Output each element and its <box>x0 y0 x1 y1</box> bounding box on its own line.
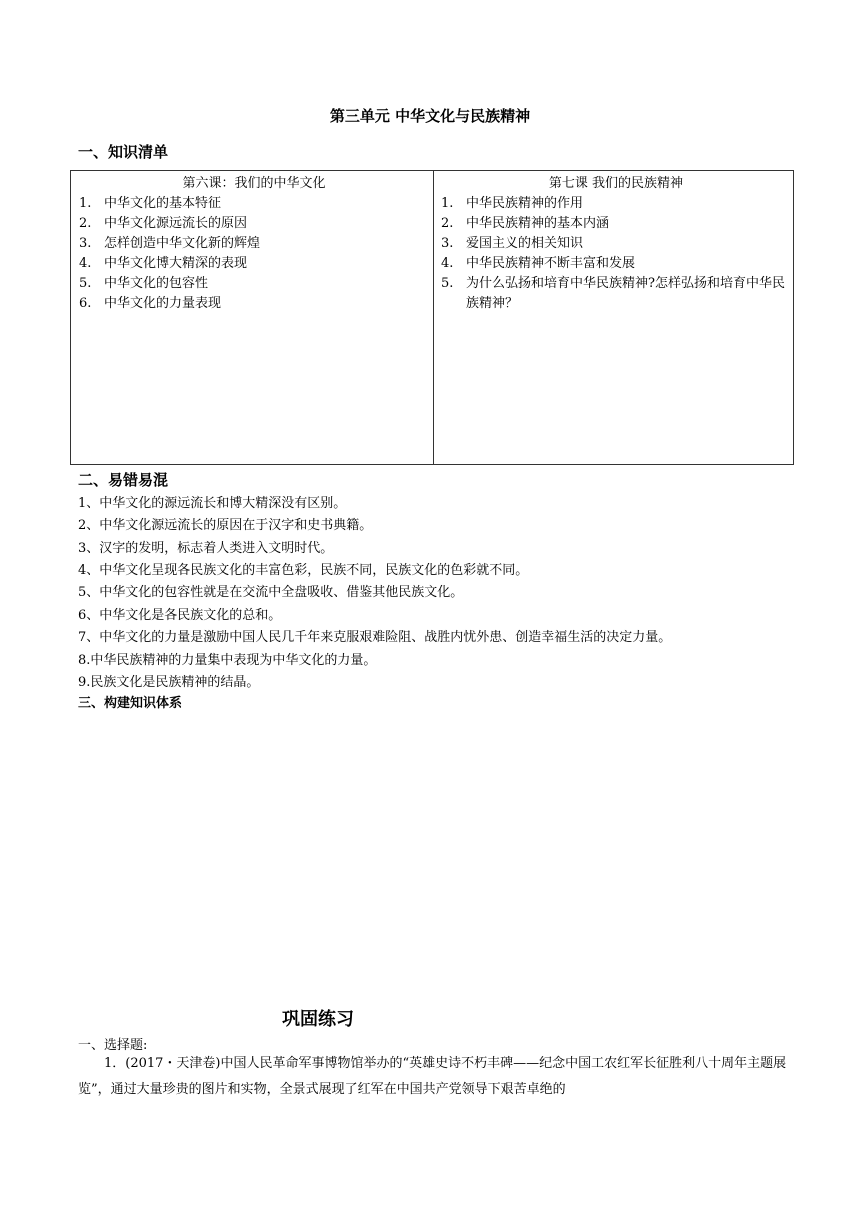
lesson7-column <box>441 174 791 314</box>
mistake-item: 6、中华文化是各民族文化的总和。 <box>78 608 282 623</box>
mistake-item: 7、中华文化的力量是激励中国人民几千年来克服艰难险阻、战胜内忧外患、创造幸福生活的决定力量。 <box>78 630 672 645</box>
table-divider <box>433 171 434 464</box>
mistake-item: 1、中华文化的源远流长和博大精深没有区别。 <box>78 496 347 511</box>
exercise-title: 巩固练习 <box>282 1009 354 1030</box>
mistake-item: 4、中华文化呈现各民族文化的丰富色彩，民族不同，民族文化的色彩就不同。 <box>78 563 529 578</box>
lesson7-header: 第七课 我们的民族精神 <box>548 176 684 191</box>
mistake-item: 5、中华文化的包容性就是在交流中全盘吸收、借鉴其他民族文化。 <box>78 585 464 600</box>
mistake-item: 8.中华民族精神的力量集中表现为中华文化的力量。 <box>78 653 377 668</box>
knowledge-table <box>70 170 794 465</box>
list-item: 2. 中华民族精神的基本内涵 <box>441 216 610 231</box>
list-item: 4. 中华文化博大精深的表现 <box>79 256 248 271</box>
list-item: 5. 为什么弘扬和培育中华民族精神?怎样弘扬和培育中华民族精神？ <box>441 276 785 311</box>
lesson6-header: 第六课：我们的中华文化 <box>182 176 326 191</box>
list-item: 5. 中华文化的包容性 <box>79 276 209 291</box>
mistake-item: 9.民族文化是民族精神的结晶。 <box>78 675 260 690</box>
mistake-item: 3、汉字的发明，标志着人类进入文明时代。 <box>78 541 334 556</box>
section-heading-knowledge-list: 一、知识清单 <box>78 143 169 161</box>
list-item: 3. 怎样创造中华文化新的辉煌 <box>79 236 261 251</box>
section-heading-build-system: 三、构建知识体系 <box>78 696 183 711</box>
list-item: 4. 中华民族精神不断丰富和发展 <box>441 256 636 271</box>
mistake-item: 2、中华文化源远流长的原因在于汉字和史书典籍。 <box>78 518 373 533</box>
question-1: 1．(2017・天津卷)中国人民革命军事博物馆举办的“英雄史诗不朽丰碑——纪念中国工农红军长征胜利八十周年主题展览”，通过大量珍贵的图片和实物，全景式展现了红军在中国共产党领导下艰苦卓绝的 <box>78 1056 787 1097</box>
page-title: 第三单元 中华文化与民族精神 <box>329 107 531 125</box>
list-item: 2. 中华文化源远流长的原因 <box>79 216 248 231</box>
list-item: 6. 中华文化的力量表现 <box>79 296 222 311</box>
list-item: 3. 爱国主义的相关知识 <box>441 236 584 251</box>
exercise-subheading: 一、选择题: <box>78 1038 148 1053</box>
lesson6-column <box>79 174 429 314</box>
section-heading-mistakes: 二、易错易混 <box>78 471 169 489</box>
list-item: 1. 中华民族精神的作用 <box>441 196 584 211</box>
list-item: 1. 中华文化的基本特征 <box>79 196 222 211</box>
